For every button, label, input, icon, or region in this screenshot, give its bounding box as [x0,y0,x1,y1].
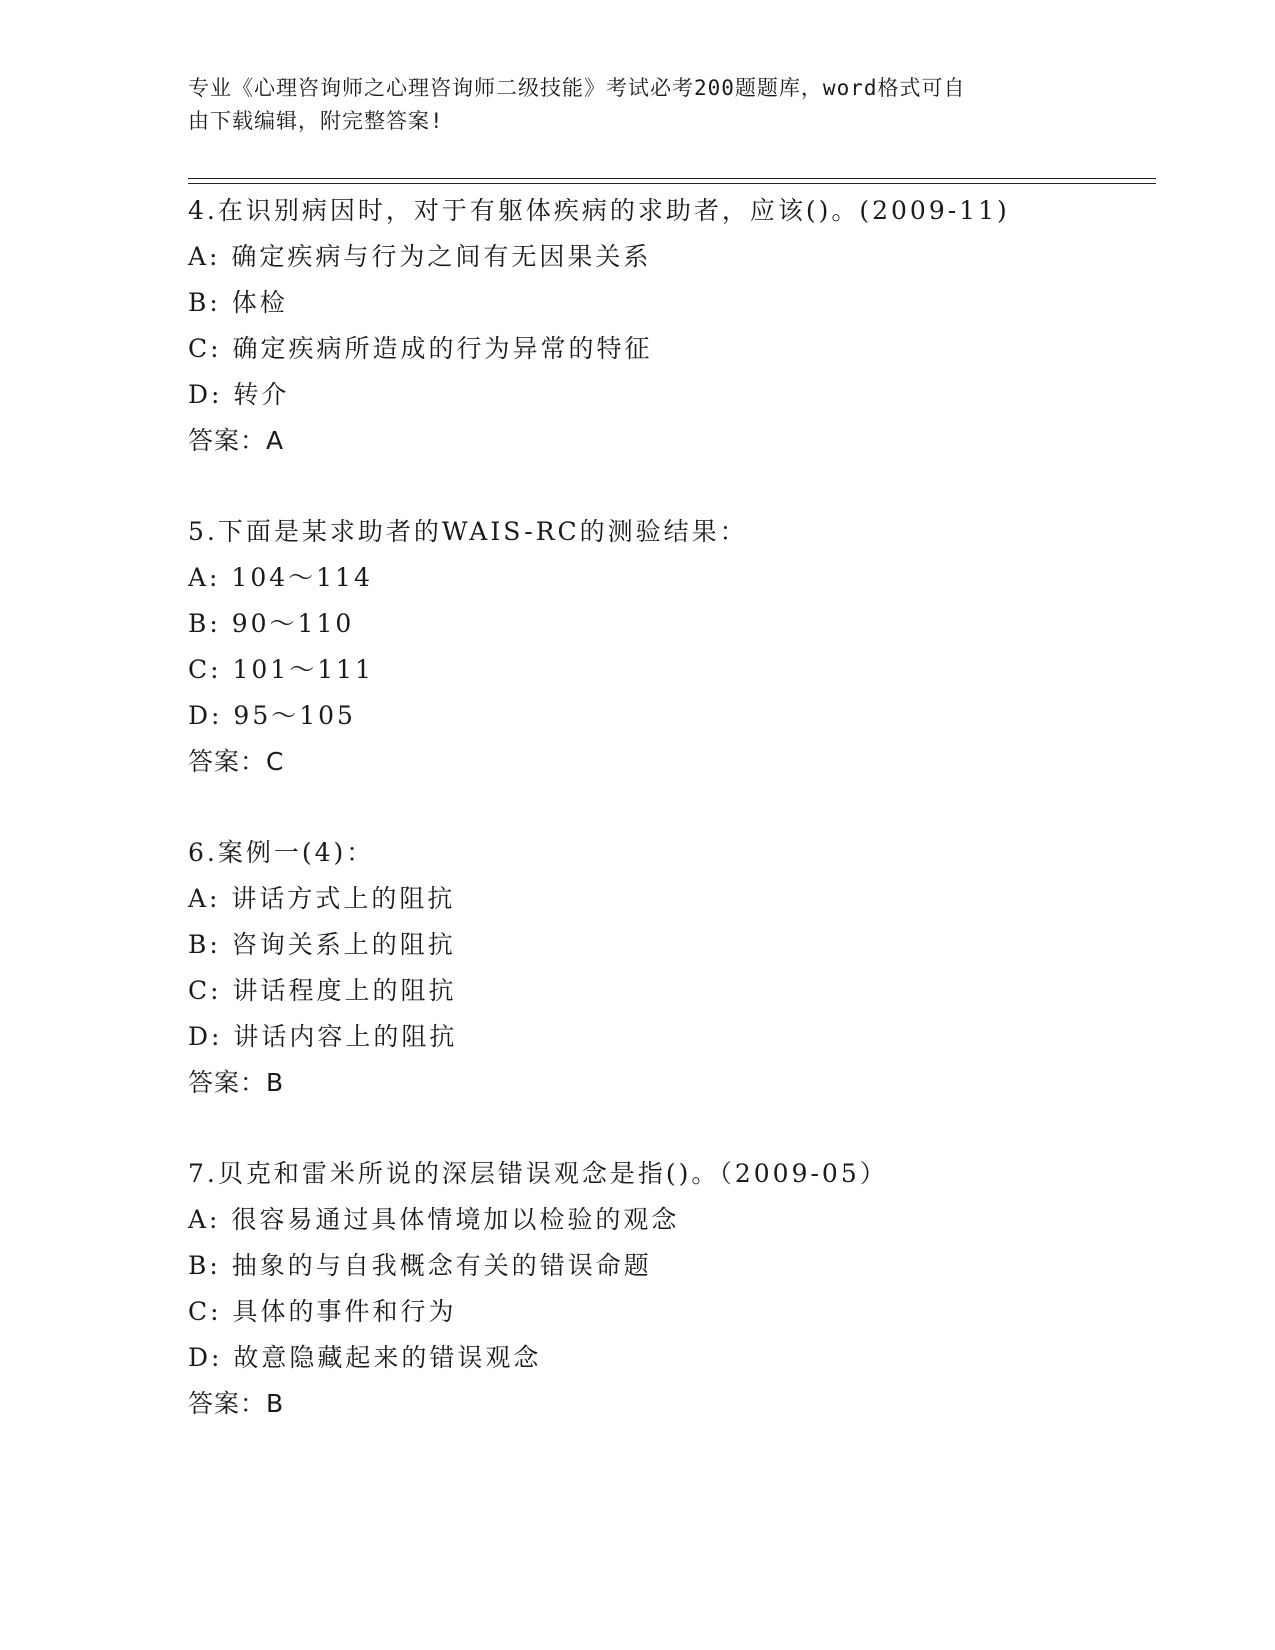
option-b: B: 体检 [188,288,288,317]
option-a: A: 讲话方式上的阻抗 [188,884,456,913]
option-d: D: 95～105 [188,701,356,730]
option-d: D: 讲话内容上的阻抗 [188,1022,458,1051]
option-d: D: 故意隐藏起来的错误观念 [188,1343,542,1372]
option-c: C: 确定疾病所造成的行为异常的特征 [188,334,653,363]
question-7 [188,1151,1138,1427]
option-d: D: 转介 [188,380,290,409]
question-stem: 5.下面是某求助者的WAIS-RC的测验结果： [188,517,748,546]
question-stem: 7.贝克和雷米所说的深层错误观念是指()。（2009-05） [188,1159,888,1188]
answer-line: 答案：C [188,747,285,776]
option-c: C: 讲话程度上的阻抗 [188,976,457,1005]
option-b: B: 咨询关系上的阻抗 [188,930,456,959]
option-b: B: 90～110 [188,609,355,638]
header-divider-top [188,178,1156,179]
header-line-1: 专业《心理咨询师之心理咨询师二级技能》考试必考200题题库，word格式可自 [188,76,966,100]
option-a: A: 104～114 [188,563,373,592]
option-b: B: 抽象的与自我概念有关的错误命题 [188,1251,652,1280]
option-c: C: 具体的事件和行为 [188,1297,457,1326]
document-header [188,72,1068,138]
option-a: A: 确定疾病与行为之间有无因果关系 [188,242,652,271]
answer-line: 答案：B [188,1068,285,1097]
question-stem: 6.案例一(4)： [188,838,375,867]
question-6 [188,830,1138,1106]
answer-line: 答案：A [188,426,285,455]
option-c: C: 101～111 [188,655,374,684]
option-a: A: 很容易通过具体情境加以检验的观念 [188,1205,680,1234]
header-line-2: 由下载编辑，附完整答案! [188,109,444,133]
answer-line: 答案：B [188,1389,285,1418]
question-stem: 4.在识别病因时，对于有躯体疾病的求助者，应该()。(2009-11) [188,196,1010,225]
question-4 [188,188,1138,464]
header-divider-bottom [188,183,1156,184]
question-5 [188,509,1138,785]
